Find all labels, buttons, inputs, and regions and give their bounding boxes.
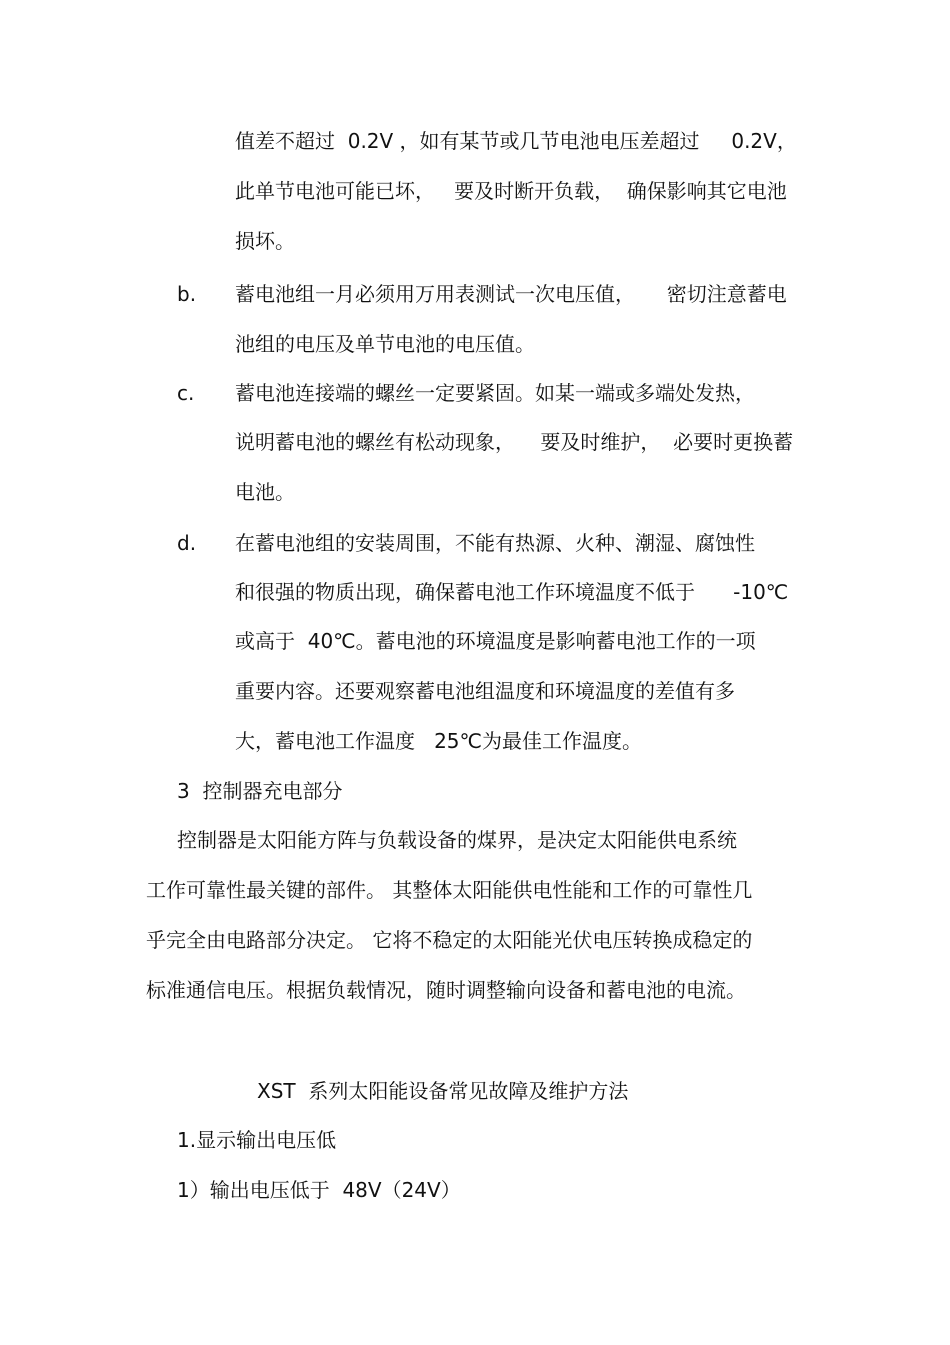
- text-line: 乎完全由电路部分决定。 它将不稳定的太阳能光伏电压转换成稳定的: [146, 928, 753, 952]
- text-line: 池组的电压及单节电池的电压值。: [235, 332, 535, 356]
- text-line: 大，蓄电池工作温度 25℃为最佳工作温度。: [235, 729, 642, 753]
- text-line: 此单节电池可能已坏， 要及时断开负载， 确保影响其它电池: [235, 179, 787, 203]
- text-line: 工作可靠性最关键的部件。 其整体太阳能供电性能和工作的可靠性几: [146, 878, 753, 902]
- text-line: 损坏。: [235, 229, 295, 253]
- text-line: 值差不超过 0.2V ，如有某节或几节电池电压差超过 0.2V，: [235, 129, 797, 153]
- text-line: 蓄电池组一月必须用万用表测试一次电压值， 密切注意蓄电: [235, 282, 787, 306]
- subheading: 1）输出电压低于 48V（24V）: [177, 1178, 461, 1202]
- list-marker: b.: [177, 282, 197, 306]
- subheading: 1.显示输出电压低: [177, 1128, 337, 1152]
- list-marker: c.: [177, 381, 195, 405]
- text-line: 控制器是太阳能方阵与负载设备的煤界，是决定太阳能供电系统: [177, 828, 737, 852]
- text-line: 电池。: [235, 480, 295, 504]
- text-line: 在蓄电池组的安装周围，不能有热源、火种、潮湿、腐蚀性: [235, 531, 755, 555]
- section-heading: 3 控制器充电部分: [177, 779, 343, 803]
- text-line: 或高于 40℃。蓄电池的环境温度是影响蓄电池工作的一项: [235, 629, 756, 653]
- text-line: 和很强的物质出现，确保蓄电池工作环境温度不低于 -10℃: [235, 580, 789, 604]
- text-line: 重要内容。还要观察蓄电池组温度和环境温度的差值有多: [235, 679, 735, 703]
- text-line: 标准通信电压。根据负载情况，随时调整输向设备和蓄电池的电流。: [146, 978, 746, 1002]
- section-title: XST 系列太阳能设备常见故障及维护方法: [257, 1079, 629, 1103]
- text-line: 说明蓄电池的螺丝有松动现象， 要及时维护， 必要时更换蓄: [235, 430, 794, 454]
- list-marker: d.: [177, 531, 197, 555]
- text-line: 蓄电池连接端的螺丝一定要紧固。如某一端或多端处发热，: [235, 381, 755, 405]
